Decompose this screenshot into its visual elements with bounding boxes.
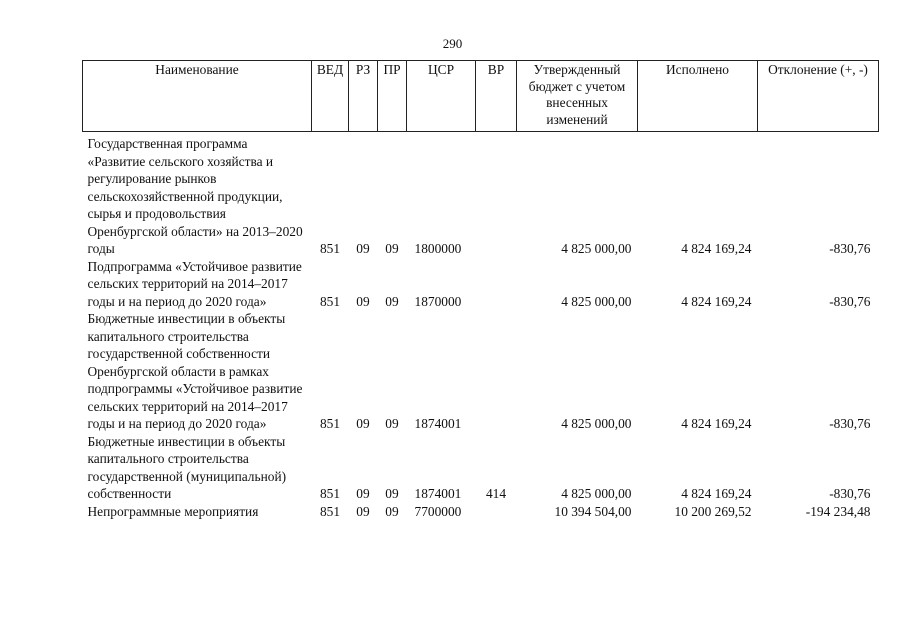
row-name: Бюджетные инвестиции в объекты капитального строительства государственной собственности Оренбургской области в рамках подпрограммы «Устойчивое развитие сельских территорий на 2014–2017 годы и на период до 2020 года» bbox=[87, 311, 303, 431]
row-vr bbox=[476, 310, 517, 433]
row-deviation: -830,76 bbox=[829, 486, 871, 501]
row-vr bbox=[476, 503, 517, 521]
row-ved: 851 bbox=[319, 503, 341, 519]
header-pr: ПР bbox=[378, 61, 407, 132]
row-rz: 09 bbox=[356, 293, 370, 309]
table-row bbox=[83, 433, 879, 503]
table-row bbox=[83, 503, 879, 521]
header-ved: ВЕД bbox=[312, 61, 349, 132]
row-pr: 09 bbox=[385, 416, 399, 431]
row-rz: 09 bbox=[356, 486, 370, 501]
row-csr: 1874001 bbox=[414, 416, 462, 431]
row-csr: 1800000 bbox=[414, 241, 462, 256]
row-vr bbox=[476, 258, 517, 311]
row-ved: 851 bbox=[319, 293, 341, 309]
row-approved: 4 825 000,00 bbox=[561, 486, 632, 501]
row-deviation: -830,76 bbox=[829, 241, 871, 256]
header-row bbox=[83, 61, 879, 132]
row-executed: 4 824 169,24 bbox=[681, 486, 752, 501]
row-executed: 10 200 269,52 bbox=[674, 503, 752, 519]
header-approved: Утвержденный бюджет с учетом внесенных изменений bbox=[517, 61, 638, 132]
row-vr bbox=[476, 132, 517, 258]
row-deviation: -830,76 bbox=[829, 293, 871, 309]
row-approved: 4 825 000,00 bbox=[561, 416, 632, 431]
table-header bbox=[83, 61, 879, 132]
row-approved: 4 825 000,00 bbox=[561, 241, 632, 256]
table-body bbox=[83, 132, 879, 521]
row-pr: 09 bbox=[385, 486, 399, 501]
row-ved: 851 bbox=[319, 241, 341, 256]
header-executed: Исполнено bbox=[638, 61, 758, 132]
row-name: Подпрограмма «Устойчивое развитие сельских территорий на 2014–2017 годы и на период до 2020 года» bbox=[87, 258, 302, 309]
row-name: Государственная программа «Развитие сельского хозяйства и регулирование рынков сельскохозяйственной продукции, сырья и продовольствия Оренбургской области» на 2013–2020 годы bbox=[87, 136, 303, 256]
header-vr: ВР bbox=[476, 61, 517, 132]
page-number: 290 bbox=[442, 36, 463, 51]
row-executed: 4 824 169,24 bbox=[681, 293, 752, 309]
row-name: Бюджетные инвестиции в объекты капитального строительства государственной (муниципальной) собственности bbox=[87, 433, 287, 501]
row-rz: 09 bbox=[356, 416, 370, 431]
row-rz: 09 bbox=[356, 503, 370, 519]
row-pr: 09 bbox=[385, 241, 399, 256]
table-row bbox=[83, 258, 879, 311]
header-deviation: Отклонение (+, -) bbox=[758, 61, 879, 132]
header-csr: ЦСР bbox=[407, 61, 476, 132]
row-ved: 851 bbox=[319, 486, 341, 501]
row-csr: 7700000 bbox=[414, 503, 462, 519]
row-executed: 4 824 169,24 bbox=[681, 241, 752, 256]
row-csr: 1870000 bbox=[414, 293, 462, 309]
row-vr: 414 bbox=[485, 486, 507, 501]
row-csr: 1874001 bbox=[414, 486, 462, 501]
header-name: Наименование bbox=[83, 61, 312, 132]
table-row bbox=[83, 132, 879, 258]
row-executed: 4 824 169,24 bbox=[681, 416, 752, 431]
row-name: Непрограммные мероприятия bbox=[87, 503, 259, 519]
table-row bbox=[83, 310, 879, 433]
row-deviation: -830,76 bbox=[829, 416, 871, 431]
header-rz: РЗ bbox=[349, 61, 378, 132]
budget-execution-table bbox=[82, 60, 879, 520]
row-deviation: -194 234,48 bbox=[805, 503, 871, 519]
row-ved: 851 bbox=[319, 416, 341, 431]
row-approved: 4 825 000,00 bbox=[561, 293, 632, 309]
row-approved: 10 394 504,00 bbox=[554, 503, 632, 519]
row-pr: 09 bbox=[385, 293, 399, 309]
row-rz: 09 bbox=[356, 241, 370, 256]
row-pr: 09 bbox=[385, 503, 399, 519]
